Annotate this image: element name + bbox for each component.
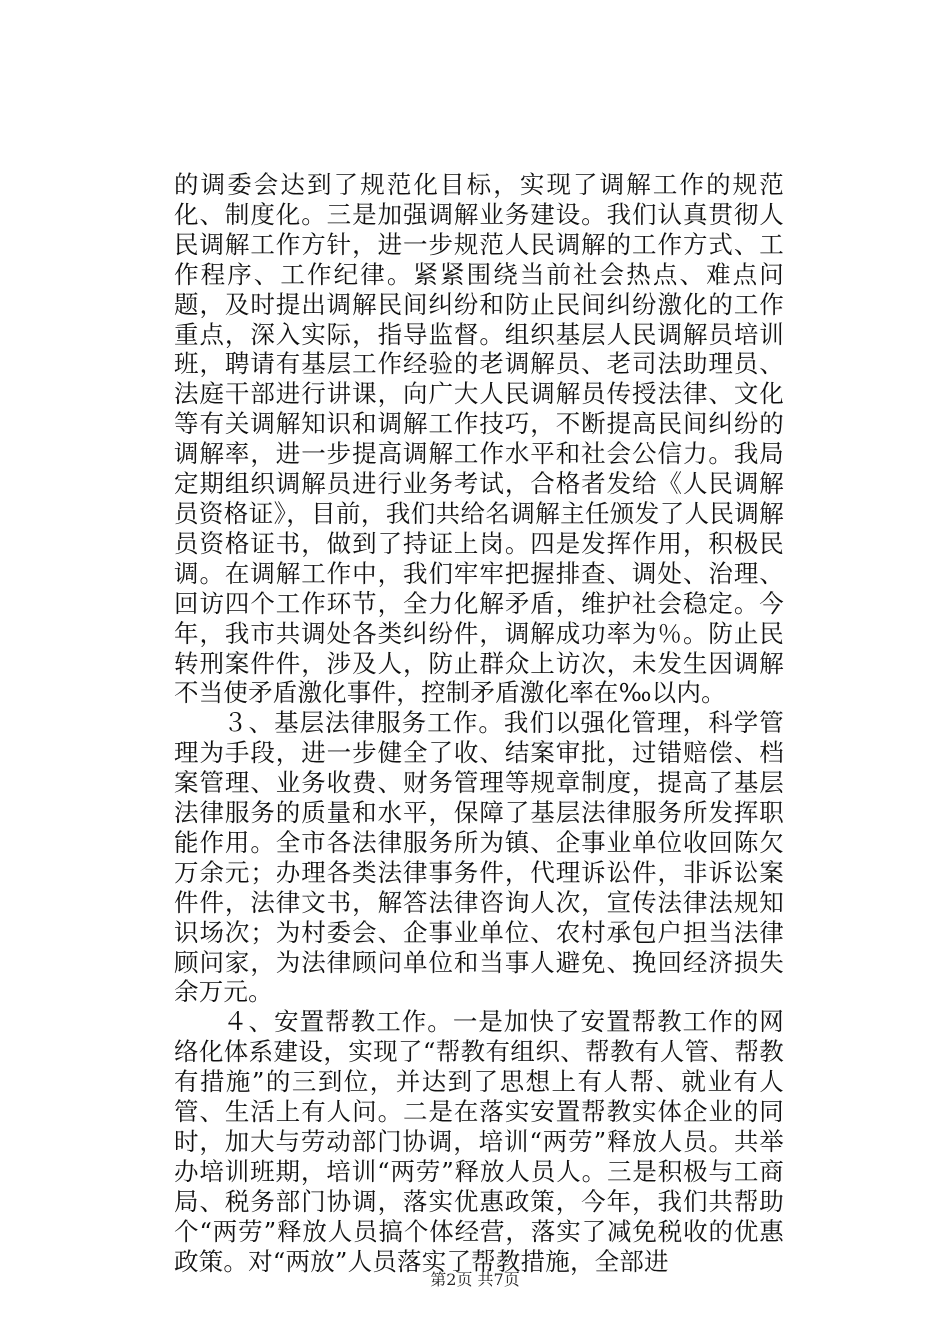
paragraph-mediation-work: 的调委会达到了规范化目标，实现了调解工作的规范化、制度化。三是加强调解业务建设。我们认真贯彻人民调解工作方针，进一步规范人民调解的工作方式、工作程序、工作纪律。紧紧围绕当前社会热点、难点问题，及时提出调解民间纠纷和防止民间纠纷激化的工作重点，深入实际，指导监督。组织基层人民调解员培训班，聘请有基层工作经验的老调解员、老司法助理员、法庭干部进行讲课，向广大人民调解员传授法律、文化等有关调解知识和调解工作技巧，不断提高民间纠纷的调解率，进一步提高调解工作水平和社会公信力。我局定期组织调解员进行业务考试，合格者发给《人民调解员资格证》，目前，我们共给名调解主任颁发了人民调解员资格证书，做到了持证上岗。四是发挥作用，积极民调。在调解工作中，我们牢牢把握排查、调处、治理、回访四个工作环节，全力化解矛盾，维护社会稳定。今年，我市共调处各类纠纷件，调解成功率为％。防止民转刑案件件，涉及人，防止群众上访次，未发生因调解不当使矛盾激化事件，控制矛盾激化率在‰以内。 [174,170,784,708]
page-footer: 第2页 共7页 [430,1270,520,1289]
paragraph-legal-services: ３、基层法律服务工作。我们以强化管理，科学管理为手段，进一步健全了收、结案审批，过错赔偿、档案管理、业务收费、财务管理等规章制度，提高了基层法律服务的质量和水平，保障了基层法律服务所发挥职能作用。全市各法律服务所为镇、企事业单位收回陈欠万余元；办理各类法律事务件，代理诉讼件，非诉讼案件件，法律文书，解答法律咨询人次，宣传法律法规知识场次；为村委会、企事业单位、农村承包户担当法律顾问家，为法律顾问单位和当事人避免、挽回经济损失余万元。 [174,708,784,1007]
paragraph-resettlement-work: ４、安置帮教工作。一是加快了安置帮教工作的网络化体系建设，实现了“帮教有组织、帮教有人管、帮教有措施”的三到位，并达到了思想上有人帮、就业有人管、生活上有人问。二是在落实安置帮教实体企业的同时，加大与劳动部门协调，培训“两劳”释放人员。共举办培训班期，培训“两劳”释放人员人。三是积极与工商局、税务部门协调，落实优惠政策，今年，我们共帮助个“两劳”释放人员搞个体经营，落实了减免税收的优惠政策。对“两放”人员落实了帮教措施，全部进 [174,1007,784,1276]
body-text [174,170,784,1277]
